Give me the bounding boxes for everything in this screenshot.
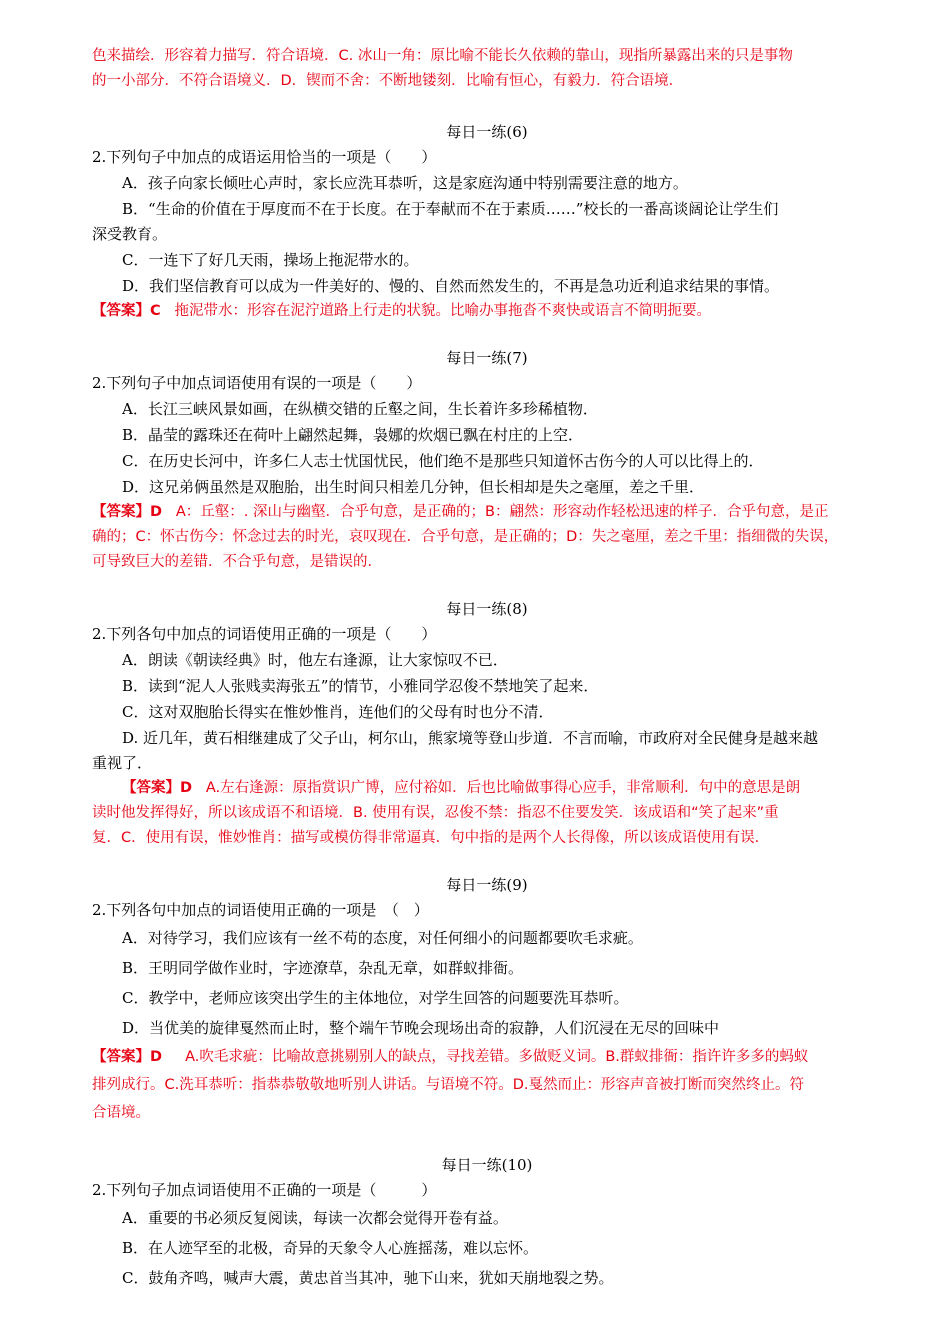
- option-c: C．在历史长河中，许多仁人志士忧国忧民，他们绝不是那些只知道怀古伤今的人可以比得上的．: [122, 452, 764, 470]
- option-c: C．教学中，老师应该突出学生的主体地位，对学生回答的问题要洗耳恭听。: [122, 989, 629, 1007]
- option-b: B．在人迹罕至的北极，奇异的天象令人心旌摇荡，难以忘怀。: [122, 1239, 539, 1257]
- option-a: A．朗读《朝读经典》时，他左右逢源，让大家惊叹不已．: [122, 651, 508, 669]
- section-title: 每日一练(8): [446, 600, 528, 618]
- section-title: 每日一练(10): [441, 1156, 533, 1174]
- answer-label: 【答案】D: [122, 780, 193, 796]
- document-page: [92, 44, 882, 1293]
- option-d: D．这兄弟俩虽然是双胞胎，出生时间只相差几分钟，但长相却是失之毫厘，差之千里．: [122, 478, 705, 496]
- option-b: B．晶莹的露珠还在荷叶上翩然起舞，袅娜的炊烟已飘在村庄的上空．: [122, 426, 584, 444]
- option-c: C．这对双胞胎长得实在惟妙惟肖，连他们的父母有时也分不清．: [122, 703, 554, 721]
- option-a: A．孩子向家长倾吐心声时，家长应洗耳恭听，这是家庭沟通中特别需要注意的地方。: [122, 174, 688, 192]
- answer-block: [92, 299, 882, 324]
- explanation-line: 色来描绘．形容着力描写．符合语境．C. 冰山一角：原比喻不能长久依赖的靠山，现指所暴露出来的只是事物: [92, 48, 793, 64]
- answer-line: 排列成行。C.洗耳恭听：指恭恭敬敬地听别人讲话。与语境不符。D.戛然而止：形容声音被打断而突然终止。符: [92, 1077, 805, 1093]
- section-title: 每日一练(7): [446, 349, 528, 367]
- answer-line: 复．C．使用有误，惟妙惟肖：描写或模仿得非常逼真．句中指的是两个人长得像，所以该成语使用有误．: [92, 830, 770, 846]
- answer-label: 【答案】D: [92, 504, 163, 520]
- answer-line: 可导致巨大的差错．不合乎句意，是错误的．: [92, 554, 382, 570]
- answer-text: A.左右逢源：原指赏识广博，应付裕如．后也比喻做事得心应手，非常顺利．句中的意思是朗: [205, 780, 801, 796]
- question-stem: 2.下列句子中加点词语使用有误的一项是（ ）: [92, 374, 422, 392]
- option-c: C．一连下了好几天雨，操场上拖泥带水的。: [122, 251, 419, 269]
- option-a: A．对待学习，我们应该有一丝不苟的态度，对任何细小的问题都要吹毛求疵。: [122, 929, 643, 947]
- answer-text: 拖泥带水：形容在泥泞道路上行走的状貌。比喻办事拖沓不爽快或语言不简明扼要。: [174, 303, 711, 319]
- question-stem: 2.下列句子中加点的成语运用恰当的一项是（ ）: [92, 148, 437, 166]
- answer-label: 【答案】C: [92, 303, 161, 319]
- answer-line: [92, 500, 882, 525]
- option-d: D．我们坚信教育可以成为一件美好的、慢的、自然而然发生的，不再是急功近利追求结果的事情。: [122, 277, 780, 295]
- section-title: 每日一练(6): [446, 123, 528, 141]
- explanation-line: 的一小部分．不符合语境义．D．锲而不舍：不断地镂刻．比喻有恒心，有毅力．符合语境．: [92, 73, 684, 89]
- answer-text: A.吹毛求疵：比喻故意挑剔别人的缺点，寻找差错。多做贬义词。B.群蚁排衙：指许许多多的蚂蚁: [185, 1049, 809, 1065]
- answer-line: 合语境。: [92, 1105, 150, 1121]
- answer-line: [92, 776, 882, 801]
- answer-line: 读时他发挥得好，所以该成语不和语境．B. 使用有误，忍俊不禁：指忍不住要发笑．该成语和“笑了起来”重: [92, 805, 779, 821]
- option-b: B．读到“泥人人张贱卖海张五”的情节，小雅同学忍俊不禁地笑了起来．: [122, 677, 599, 695]
- option-d: D．当优美的旋律戛然而止时，整个端午节晚会现场出奇的寂静，人们沉浸在无尽的回味中: [122, 1019, 720, 1037]
- option-d: D. 近几年，黄石相继建成了父子山，柯尔山，熊家境等登山步道．不言而喻，市政府对全民健身是越来越: [122, 729, 819, 747]
- option-b-continued: 深受教育。: [92, 225, 168, 243]
- option-a: A．重要的书必须反复阅读，每读一次都会觉得开卷有益。: [122, 1209, 508, 1227]
- answer-text: A：丘壑：. 深山与幽壑．合乎句意，是正确的；B：翩然：形容动作轻松迅速的样子．合乎句意，是正: [175, 504, 829, 520]
- question-stem: 2.下列各句中加点的词语使用正确的一项是 （ ）: [92, 901, 429, 919]
- option-b: B．“生命的价值在于厚度而不在于长度。在于奉献而不在于素质……”校长的一番高谈阔论让学生们: [122, 200, 779, 218]
- answer-line: 确的；C：怀古伤今：怀念过去的时光，哀叹现在．合乎句意，是正确的；D：失之毫厘，差之千里：指细微的失误，: [92, 529, 839, 545]
- answer-line: [92, 1043, 882, 1071]
- option-c: C．鼓角齐鸣，喊声大震，黄忠首当其冲，驰下山来，犹如天崩地裂之势。: [122, 1269, 614, 1287]
- answer-label: 【答案】D: [92, 1049, 163, 1065]
- question-stem: 2.下列各句中加点的词语使用正确的一项是（ ）: [92, 625, 437, 643]
- option-a: A．长江三峡风景如画，在纵横交错的丘壑之间，生长着许多珍稀植物．: [122, 400, 598, 418]
- question-stem: 2.下列句子加点词语使用不正确的一项是（ ）: [92, 1181, 437, 1199]
- option-d-continued: 重视了．: [92, 754, 153, 772]
- option-b: B．王明同学做作业时，字迹潦草，杂乱无章，如群蚁排衙。: [122, 959, 524, 977]
- section-title: 每日一练(9): [446, 876, 528, 894]
